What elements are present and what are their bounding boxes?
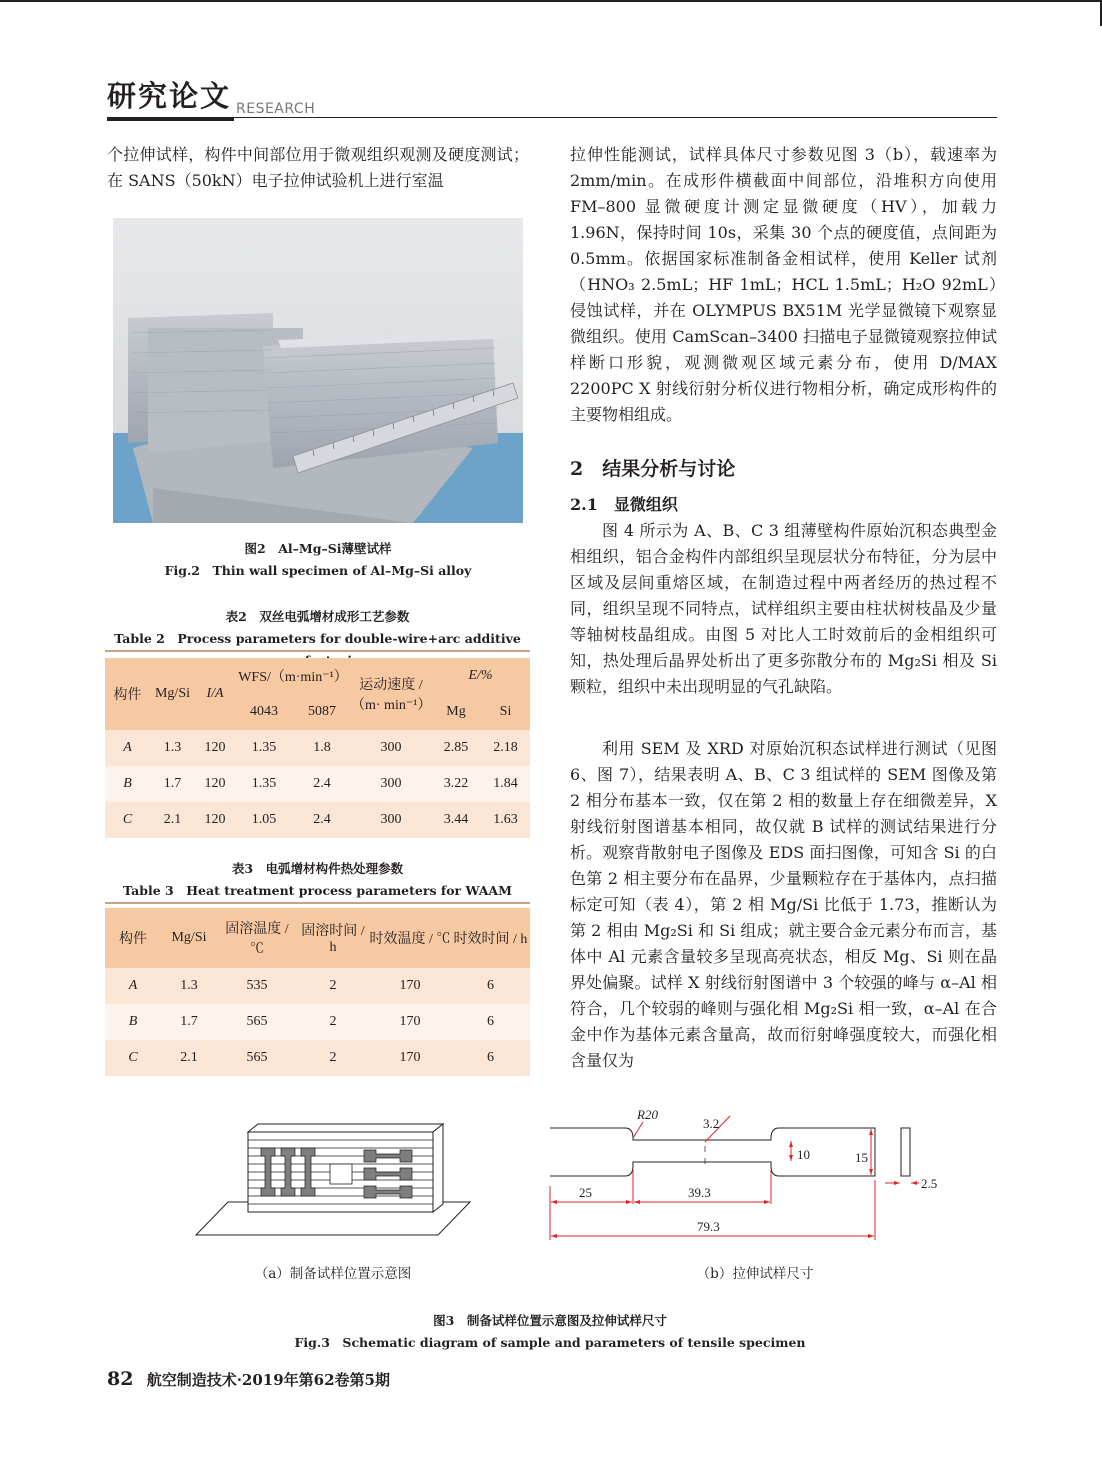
header-thin-rule <box>234 117 997 118</box>
page-footer <box>107 1368 390 1390</box>
t2-cell: 120 <box>195 802 235 838</box>
dim-2-5: 2.5 <box>921 1176 938 1191</box>
t3-h-sol-temp: 固溶温度 / ℃ <box>217 908 297 968</box>
t2-cell: 2.1 <box>150 802 195 838</box>
fig2-caption-en: Fig.2 Thin wall specimen of Al–Mg–Si alloy <box>164 563 472 578</box>
t3-cell: 6 <box>451 1004 530 1040</box>
t3-cell: 170 <box>369 1004 451 1040</box>
top-border <box>0 0 1102 2</box>
t3-cell: 6 <box>451 968 530 1004</box>
t2-cell: 300 <box>351 766 431 802</box>
fig3-caption-cn: 图3 制备试样位置示意图及拉伸试样尺寸 <box>433 1313 667 1328</box>
t2-cell: 2.4 <box>293 802 351 838</box>
fig3a-subcaption: （a）制备试样位置示意图 <box>254 1266 412 1282</box>
right-paragraph-2 <box>570 518 997 700</box>
left-intro-paragraph <box>107 142 529 194</box>
t2-h-e-si: Si <box>481 694 530 730</box>
dim-15: 15 <box>855 1150 868 1165</box>
table2-caption-en: Table 2 Process parameters for double-wire+arc additive <box>114 631 521 646</box>
paragraph-sem-xrd: 利用 SEM 及 XRD 对原始沉积态试样进行测试（见图 6、图 7），结果表明 A、B、C 3 组试样的 SEM 图像及第 2 相分布基本一致，仅在第 2 相的数量上存在细微差异，X 射线衍射图谱基本相同，故仅就 B 试样的测试结果进行分析。观察背散射电子图像及 EDS 面扫图像，可知含 Si 的白色第 2 相主要分布在晶界，少量颗粒存在于基体内，点扫描标定可知（表 4），第 2 相 Mg/Si 比低于 1.73，推断认为第 2 相由 Mg₂Si 和 Si 组成；就主要合金元素分布而言，基体中 Al 元素含量较多呈现高亮状态，相反 Mg、Si 则在晶界处偏聚。试样 X 射线衍射图谱中 3 个较强的峰与 α–Al 相符合，几个较弱的峰则与强化相 Mg₂Si 相一致，α–Al 在合金中作为基体元素含量高，故而衍射峰强度较大，而强化相含量仅为 <box>570 739 997 1070</box>
t2-h-part: 构件 <box>105 658 150 730</box>
paragraph-microstructure: 图 4 所示为 A、B、C 3 组薄壁构件原始沉积态典型金相组织，铝合金构件内部组织呈现层状分布特征，分为层中区域及层间重熔区域，在制造过程中两者经历的热过程不同，组织呈现不同特点，试样组织主要由柱状树枝晶及少量等轴树枝晶组成。由图 5 对比人工时效前后的金相组织可知，热处理后晶界处析出了更多弥散分布的 Mg₂Si 相及 Si 颗粒，组织中未出现明显的气孔缺陷。 <box>570 521 997 696</box>
table3-caption-cn: 表3 电弧增材构件热处理参数 <box>231 861 404 876</box>
fig3b-tensile-specimen-dims <box>545 1104 955 1246</box>
t2-cell: 1.84 <box>481 766 530 802</box>
right-paragraph-1 <box>570 142 997 428</box>
t2-cell: 2.4 <box>293 766 351 802</box>
t2-cell: 1.7 <box>150 766 195 802</box>
fig2-caption-cn: 图2 Al–Mg–Si薄壁试样 <box>244 541 392 556</box>
t2-h-e: E/% <box>431 658 530 694</box>
page-number: 82 <box>107 1368 134 1390</box>
t2-h-speed: 运动速度 / （m· min⁻¹） <box>351 658 431 730</box>
t2-cell: 120 <box>195 766 235 802</box>
t3-h-age-temp: 时效温度 / ℃ <box>369 908 451 968</box>
t3-h-age-time: 时效时间 / h <box>451 908 530 968</box>
t3-cell: 6 <box>451 1040 530 1076</box>
t2-cell: 1.63 <box>481 802 530 838</box>
t3-cell: 1.7 <box>161 1004 217 1040</box>
t2-cell: 1.05 <box>235 802 293 838</box>
table2 <box>105 658 530 838</box>
t3-cell: 535 <box>217 968 297 1004</box>
t3-cell: 2.1 <box>161 1040 217 1076</box>
fig3-caption <box>200 1310 900 1354</box>
table2-caption-cn: 表2 双丝电弧增材成形工艺参数 <box>225 609 410 624</box>
table3-top-rule <box>105 902 530 904</box>
t3-h-part: 构件 <box>105 908 161 968</box>
t2-h-e-mg: Mg <box>431 694 481 730</box>
right-paragraph-3 <box>570 736 997 1074</box>
t2-cell: 120 <box>195 730 235 766</box>
fig2-caption <box>107 538 529 582</box>
t2-cell: 300 <box>351 730 431 766</box>
t2-h-wfs-4043: 4043 <box>235 694 293 730</box>
paragraph-methods: 拉伸性能测试，试样具体尺寸参数见图 3（b），载速率为 2mm/min。在成形件横截面中间部位，沿堆积方向使用 FM–800 显微硬度计测定显微硬度（HV），加载力 1.96N，保持时间 10s，采集 30 个点的硬度值，点间距为 0.5mm。依据国家标准制备金相试样，使用 Keller 试剂（HNO₃ 2.5mL；HF 1mL；HCL 1.5mL；H₂O 92mL）侵蚀试样，并在 OLYMPUS BX51M 光学显微镜下观察显微组织。使用 CamScan–3400 扫描电子显微镜观察拉伸试样断口形貌，观测微观区域元素分布，使用 D/MAX 2200PC X 射线衍射分析仪进行物相分析，确定成形构件的主要物相组成。 <box>570 145 997 424</box>
intro-text: 个拉伸试样，构件中间部位用于微观组织观测及硬度测试；在 SANS（50kN）电子拉伸试验机上进行室温 <box>107 145 529 190</box>
t2-cell: A <box>105 730 150 766</box>
t2-cell: 2.85 <box>431 730 481 766</box>
t3-cell: 565 <box>217 1004 297 1040</box>
header-thick-rule <box>107 117 234 121</box>
dim-39-3: 39.3 <box>688 1185 711 1200</box>
dim-10: 10 <box>797 1147 810 1162</box>
section-heading-2: 2 结果分析与讨论 <box>570 458 736 480</box>
t2-cell: 3.22 <box>431 766 481 802</box>
t2-h-mgsi: Mg/Si <box>150 658 195 730</box>
table2-top-rule <box>105 650 530 652</box>
t2-cell: C <box>105 802 150 838</box>
table3 <box>105 908 530 1076</box>
fig3-caption-en: Fig.3 Schematic diagram of sample and parameters of tensile specimen <box>294 1335 806 1350</box>
dim-79-3: 79.3 <box>697 1219 720 1234</box>
t3-cell: B <box>105 1004 161 1040</box>
t3-cell: A <box>105 968 161 1004</box>
t3-cell: 2 <box>297 1040 369 1076</box>
t3-cell: C <box>105 1040 161 1076</box>
t2-h-wfs-5087: 5087 <box>293 694 351 730</box>
fig3b-subcaption: （b）拉伸试样尺寸 <box>696 1266 814 1282</box>
t2-cell: 1.8 <box>293 730 351 766</box>
t3-cell: 2 <box>297 1004 369 1040</box>
fig3a-sample-location-diagram <box>188 1120 478 1240</box>
t2-cell: 1.35 <box>235 730 293 766</box>
t2-cell: B <box>105 766 150 802</box>
t2-cell: 1.35 <box>235 766 293 802</box>
section-heading-2-1: 2.1 显微组织 <box>570 495 678 514</box>
dim-r20: R20 <box>637 1107 658 1122</box>
t2-cell: 2.18 <box>481 730 530 766</box>
t3-cell: 170 <box>369 1040 451 1076</box>
section-title-en: RESEARCH <box>236 101 316 117</box>
t2-h-current: I/A <box>195 658 235 730</box>
t3-h-sol-time: 固溶时间 / h <box>297 908 369 968</box>
t3-cell: 2 <box>297 968 369 1004</box>
t2-cell: 300 <box>351 802 431 838</box>
t3-cell: 565 <box>217 1040 297 1076</box>
dim-3-2: 3.2 <box>703 1116 720 1131</box>
t2-cell: 3.44 <box>431 802 481 838</box>
fig2-photo <box>113 218 523 523</box>
t3-cell: 1.3 <box>161 968 217 1004</box>
t2-cell: 1.3 <box>150 730 195 766</box>
journal-info: 航空制造技术·2019年第62卷第5期 <box>146 1371 390 1389</box>
dim-25: 25 <box>579 1185 592 1200</box>
t3-h-mgsi: Mg/Si <box>161 908 217 968</box>
t2-h-wfs: WFS/（m·min⁻¹） <box>235 658 351 694</box>
table3-caption-en: Table 3 Heat treatment process parameters for WAAM <box>123 883 512 898</box>
section-title-cn: 研究论文 <box>107 79 232 113</box>
t3-cell: 170 <box>369 968 451 1004</box>
